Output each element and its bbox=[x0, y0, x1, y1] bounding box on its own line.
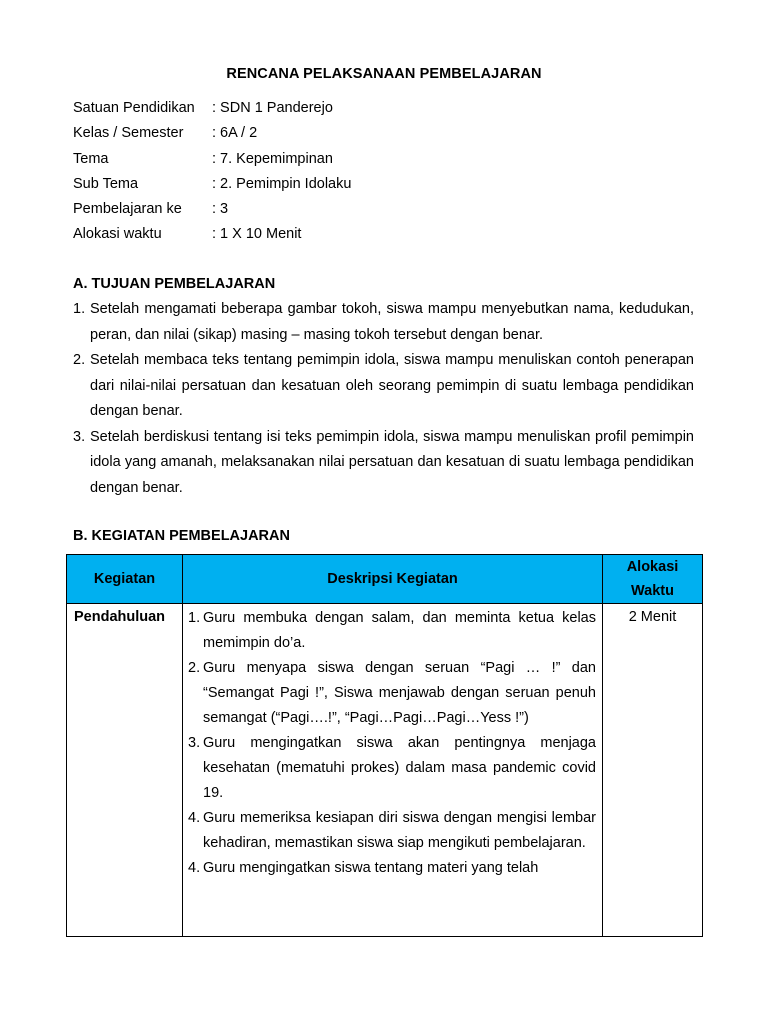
step-item: 1. Guru membuka dengan salam, dan meminta ketua kelas memimpin do’a. bbox=[188, 610, 596, 651]
time-cell: 2 Menit bbox=[603, 604, 703, 937]
step-item: 4. Guru mengingatkan siswa tentang materi yang telah bbox=[188, 860, 539, 876]
section-b-heading: B. KEGIATAN PEMBELAJARAN bbox=[73, 528, 290, 544]
section-a-heading: A. TUJUAN PEMBELAJARAN bbox=[73, 276, 276, 292]
page-title: RENCANA PELAKSANAAN PEMBELAJARAN bbox=[226, 66, 542, 82]
header-kegiatan: Kegiatan bbox=[67, 555, 183, 604]
meta-row-kelas: Kelas / Semester : 6A / 2 bbox=[73, 125, 258, 142]
step-item: 4. Guru memeriksa kesiapan diri siswa dengan mengisi lembar kehadiran, memastikan siswa siap mengikuti pembelajaran. bbox=[188, 810, 596, 851]
learning-goals-list bbox=[73, 297, 694, 501]
table-row bbox=[67, 604, 703, 937]
phase-cell: Pendahuluan bbox=[67, 604, 183, 937]
meta-row-tema: Tema : 7. Kepemimpinan bbox=[73, 150, 333, 167]
table-header-row bbox=[67, 555, 703, 604]
goal-item: 1. Setelah mengamati beberapa gambar tokoh, siswa mampu menyebutkan nama, kedudukan, peran, dan nilai (sikap) masing – masing tokoh tersebut dengan benar. bbox=[73, 301, 694, 343]
meta-row-alokasi: Alokasi waktu : 1 X 10 Menit bbox=[73, 226, 302, 243]
header-alokasi: Alokasi Waktu bbox=[603, 555, 703, 604]
steps-cell bbox=[183, 604, 603, 937]
header-deskripsi: Deskripsi Kegiatan bbox=[183, 555, 603, 604]
step-item: 2. Guru menyapa siswa dengan seruan “Pagi … !” dan “Semangat Pagi !”, Siswa menjawab dengan seruan penuh semangat (“Pagi….!”, “Pagi…Pagi…Pagi…Yess !”) bbox=[188, 660, 596, 726]
meta-row-satuan: Satuan Pendidikan : SDN 1 Panderejo bbox=[73, 100, 333, 116]
identity-block bbox=[73, 96, 693, 248]
activity-table bbox=[66, 554, 703, 937]
step-item: 3. Guru mengingatkan siswa akan pentingnya menjaga kesehatan (mematuhi prokes) dalam masa pandemic covid 19. bbox=[188, 735, 596, 801]
meta-row-subtema: Sub Tema : 2. Pemimpin Idolaku bbox=[73, 175, 352, 192]
goal-item: 2. Setelah membaca teks tentang pemimpin idola, siswa mampu menuliskan contoh penerapan dari nilai-nilai persatuan dan kesatuan oleh seorang pemimpin di suatu lembaga pendidikan dengan benar. bbox=[73, 352, 694, 419]
meta-row-pembelajaran: Pembelajaran ke : 3 bbox=[73, 201, 229, 218]
goal-item: 3. Setelah berdiskusi tentang isi teks pemimpin idola, siswa mampu menuliskan profil pemimpin idola yang amanah, melaksanakan nilai persatuan dan kesatuan di suatu lembaga pendidikan dengan benar. bbox=[73, 428, 694, 496]
